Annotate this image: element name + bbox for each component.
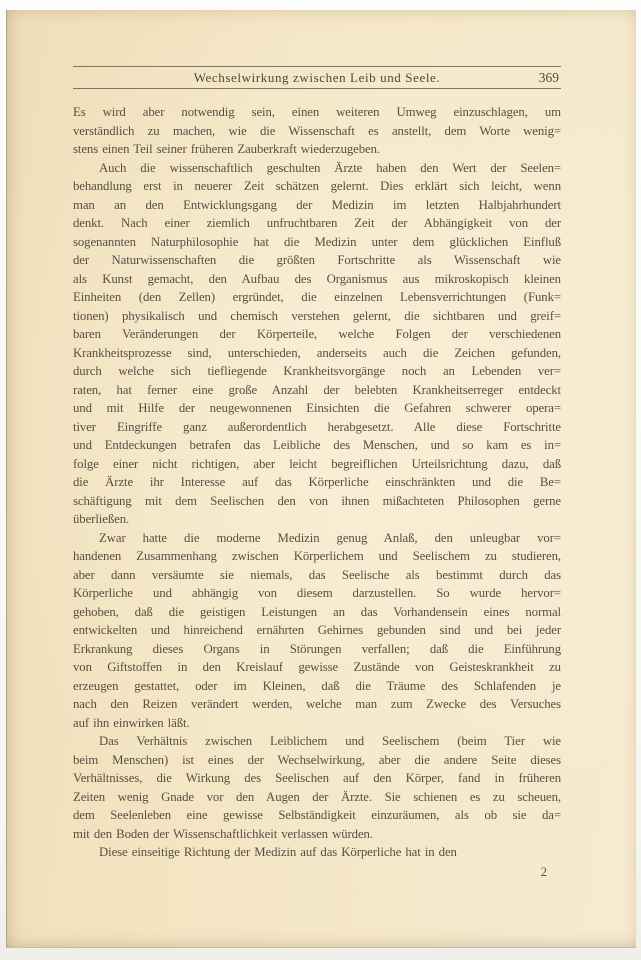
text-line: Es wird aber notwendig sein, einen weiteren Umweg einzuschlagen, um — [73, 105, 561, 119]
text-line: Diese einseitige Richtung der Medizin auf das Körperliche hat in den — [99, 845, 457, 859]
text-line: der Naturwissenschaften die größten Fortschritte als Wissenschaft wie — [73, 253, 561, 267]
text-line: von Giftstoffen in den Kreislauf gewisse Zustände von Geisteskrankheit zu — [73, 660, 561, 674]
text-line: tiver Eingriffe ganz außerordentlich herabgesetzt. Alle diese Fortschritte — [73, 419, 561, 434]
text-line: entwickelten und hinreichend ernährten Gehirnes gebunden sind und bei jeder — [73, 623, 561, 637]
text-line: Verhältnisses, die Wirkung des Seelischen auf den Körper, fand in früheren — [73, 771, 561, 785]
signature-mark: 2 — [540, 864, 547, 879]
text-line: verständlich zu machen, wie die Wissenschaft es anstellt, dem Worte wenig= — [73, 123, 561, 138]
body-text — [73, 103, 561, 862]
text-line: schäftigung mit dem Seelischen den von ihnen mißachteten Philosophen gerne — [73, 493, 561, 508]
text-line: erzeugen gestattet, oder im Kleinen, daß die Träume des Schlafenden je — [73, 678, 561, 693]
text-line: Erkrankung dieses Organs in Störungen verfallen; daß die Einführung — [73, 641, 561, 656]
text-line: auf ihn einwirken läßt. — [73, 715, 190, 730]
text-line: gehoben, daß die geistigen Leistungen an das Vorhandensein eines normal — [73, 604, 561, 619]
text-block — [73, 66, 561, 881]
text-line: tionen) physikalisch und chemisch verstehen gelernt, die sichtbaren und greif= — [73, 308, 561, 323]
text-line: nach den Reizen verändert werden, welche man zum Zwecke des Versuches — [73, 697, 561, 711]
text-line: folge einer nicht richtigen, aber leicht begreiflichen Urteilsrichtung dazu, daß — [73, 456, 561, 471]
text-line: überließen. — [73, 512, 130, 526]
running-title: Wechselwirkung zwischen Leib und Seele. — [193, 70, 441, 85]
header-row — [73, 67, 561, 88]
text-line: baren Veränderungen der Körperteile, welche Folgen der verschiedenen — [73, 327, 561, 341]
text-line: und mit Hilfe der neugewonnenen Einsichten die Gefahren schwerer opera= — [73, 401, 561, 415]
text-line: und Entdeckungen betrafen das Leibliche des Menschen, und so kam es in= — [73, 438, 561, 452]
text-line: Zwar hatte die moderne Medizin genug Anlaß, den unleugbar vor= — [99, 530, 561, 545]
text-line: denkt. Nach einer ziemlich unfruchtbaren Zeit der Abhängigkeit von der — [73, 216, 561, 230]
text-line: durch welche sich tiefliegende Krankheitsvorgänge noch an Lebenden ver= — [73, 364, 561, 378]
paper-sheet — [6, 10, 636, 948]
text-line: Körperliche und abhängig von diesem darzustellen. So wurde hervor= — [73, 586, 561, 600]
text-line: Einheiten (den Zellen) ergründet, die einzelnen Lebensverrichtungen (Funk= — [73, 290, 561, 304]
page-header — [73, 66, 561, 89]
text-line: dem Seelenleben eine gewisse Selbständigkeit einzuräumen, als ob sie da= — [73, 808, 561, 822]
text-line: stens einen Teil seiner früheren Zauberkraft wiederzugeben. — [73, 142, 381, 156]
text-line: Auch die wissenschaftlich geschulten Ärzte haben den Wert der Seelen= — [99, 160, 561, 175]
text-line: mit den Boden der Wissenschaftlichkeit verlassen würden. — [73, 826, 373, 841]
text-line: behandlung erst in neuerer Zeit schätzen gelernt. Dies erklärt sich leicht, wenn — [73, 179, 561, 193]
text-line: Das Verhältnis zwischen Leiblichem und Seelischem (beim Tier wie — [99, 734, 561, 748]
text-line: Zeiten wenig Gnade vor den Augen der Ärzte. Sie schienen es zu scheuen, — [73, 789, 561, 804]
text-line: man an den Entwicklungsgang der Medizin im letzten Halbjahrhundert — [73, 197, 561, 212]
text-line: raten, hat ferner eine große Anzahl der belebten Krankheitserreger entdeckt — [73, 382, 561, 397]
text-line: handenen Zusammenhang zwischen Körperlichem und Seelischem zu studieren, — [73, 549, 561, 563]
header-rule-bottom — [73, 88, 561, 89]
text-line: Krankheitsprozesse sind, unterschieden, anderseits auch die Zeichen gefunden, — [73, 345, 561, 360]
page-number: 369 — [538, 70, 559, 85]
text-line: als Kunst gemacht, den Aufbau des Organismus aus mikroskopisch kleinen — [73, 271, 561, 286]
text-line: beim Menschen) ist eines der Wechselwirkung, aber die andere Seite dieses — [73, 752, 561, 767]
text-line: sogenannten Naturphilosophie hat die Medizin unter dem glücklichen Einfluß — [73, 234, 561, 249]
text-line: die Ärzte ihr Interesse auf das Körperliche einschränkten und die Be= — [73, 475, 561, 489]
text-line: aber dann versäumte sie niemals, das Seelische als bestimmt durch das — [73, 567, 561, 582]
